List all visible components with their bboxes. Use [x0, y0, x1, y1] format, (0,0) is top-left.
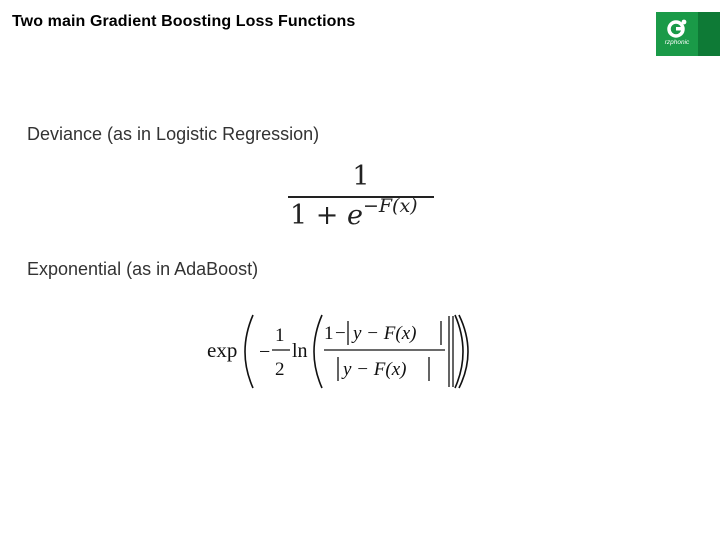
- inner-right-paren: [455, 315, 463, 388]
- deviance-denominator: [288, 195, 434, 233]
- inner-num-minus: −: [335, 323, 346, 344]
- deviance-formula: [288, 162, 434, 233]
- denominator-base: 1 +: [290, 200, 347, 231]
- exponential-formula: [205, 312, 475, 392]
- minus-sign: −: [259, 341, 271, 363]
- inner-left-paren: [314, 315, 322, 388]
- company-logo: [656, 12, 720, 56]
- inner-denominator: y − F(x): [343, 359, 407, 380]
- logo-text: rzphonic: [664, 39, 690, 46]
- denominator-e: e: [346, 200, 363, 231]
- half-numerator: 1: [275, 325, 285, 346]
- deviance-numerator: 1: [352, 161, 370, 192]
- exponential-label: Exponential (as in AdaBoost): [27, 259, 259, 279]
- exp-func: exp: [207, 338, 238, 362]
- outer-left-paren: [245, 315, 253, 388]
- deviance-label: Deviance (as in Logistic Regression): [27, 124, 320, 144]
- inner-num-expr: y − F(x): [353, 323, 417, 344]
- inner-num-one: 1: [324, 323, 334, 344]
- slide-title: Two main Gradient Boosting Loss Functions: [12, 13, 356, 30]
- half-denominator: 2: [275, 359, 285, 380]
- denominator-exponent: −F(x): [362, 195, 418, 217]
- swirl-logo-icon: [665, 18, 689, 40]
- ln-func: ln: [292, 340, 308, 362]
